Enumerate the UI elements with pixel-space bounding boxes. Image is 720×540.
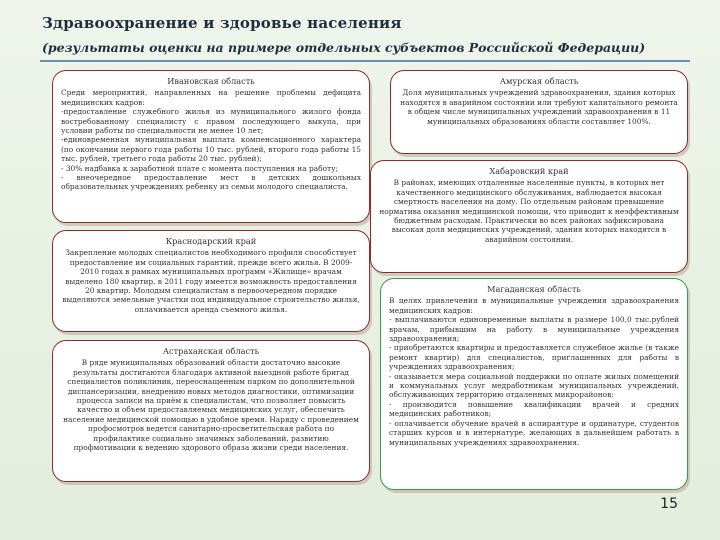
krasnodar-text: Закрепление молодых специалистов необходимого профиля способствует предоставление им социальных гарантий, прежде всего жилья. В 2009-2010 годах в рамках муниципальных программ «Жилище» врачам выделено 180 квартир, в 2011 году имеется возможность предоставления 20 квартир. Молодым специалистам в первоочередном порядке выделяются земельные участки под индивидуальное строительство жилья, оплачивается аренда съемного жилья. <box>62 248 360 314</box>
amur-title: Амурская область <box>499 76 579 86</box>
page-title: Здравоохранение и здоровье населения <box>42 14 402 32</box>
astrakhan-text: В ряде муниципальных образований области достаточно высокие результаты достигаются благодаря активной выездной работе бригад специалистов поликлиник, переоснащенным парком по дополнительной диспансеризации, внедрению новых методов диагностики, оптимизации процесса записи на приём к специалистам, что позволяет повысить качество и объем предоставляемых медицинских услуг, обеспечить население медицинской помощью в удобное время. Наряду с проведением профосмотров ведется санитарно-просветительская работа по профилактике социально значимых заболеваний, развитию профмотивации к ведению здорового образа жизни среди населения. <box>63 358 359 453</box>
astrakhan-box <box>52 340 370 482</box>
khabarovsk-text: В районах, имеющих отдаленные населенные пункты, в которых нет качественного медицинского обслуживания, наблюдается высокая смертность населения на дому. По отдельным районам превышение норматива оказания медицинской помощи, что приводит к неэффективным бюджетным расходам. Практически во всех районах зафиксирована высокая доля медицинских учреждений, здания которых находятся в аварийном состоянии. <box>379 178 679 244</box>
krasnodar-box <box>52 230 370 332</box>
krasnodar-title: Краснодарский край <box>165 236 257 246</box>
astrakhan-title: Астраханская область <box>162 346 260 356</box>
magadan-title: Магаданская область <box>487 284 581 294</box>
ivanovo-title: Ивановская область <box>167 76 255 86</box>
magadan-box <box>380 278 688 490</box>
title-underline <box>40 60 690 62</box>
khabarovsk-box <box>370 160 688 273</box>
page-subtitle: (результаты оценки на примере отдельных субъектов Российской Федерации) <box>42 40 646 55</box>
ivanovo-box <box>52 70 370 223</box>
magadan-text: В целях привлечения в муниципальные учреждения здравоохранения медицинских кадров: - выплачиваются единовременные выплаты в размере 100,0 тыс.рублей врачам, прибывшим на работу в муниципальные учреждения здравоохранения; - приобретаются квартиры и предоставляется служебное жилье (в также ремонт квартир) для специалистов, приглашенных для работы в учреждениях здравоохранения; - оказывается мера социальной поддержки по оплате жилых помещений и коммунальных услуг медработникам муниципальных учреждений, обслуживающих территорию отдаленных микрорайонов; - производится повышение квалификации врачей и средних медицинских работников; - оплачивается обучение врачей в аспирантуре и ординатуре, студентов старших курсов и в интернатуре, желающих в дальнейшем работать в муниципальных учреждениях здравоохранения. <box>389 296 679 447</box>
page-number: 15 <box>660 496 678 512</box>
ivanovo-text: Среди мероприятий, направленных на решение проблемы дефицита медицинских кадров: -предоставление служебного жилья из муниципального жилого фонда востребованному специалисту с правом последующего выкупа, при условии работы по специальности не менее 10 лет; -единовременная муниципальная выплата компенсационного характера (по окончании первого года работы 10 тыс. рублей, второго года работы 15 тыс. рублей, третьего года работы 20 тыс. рублей); - 30% надбавка к заработной плате с момента поступления на работу; - внеочередное предоставление мест в детских дошкольных образовательных учреждениях ребенку из семьи молодого специалиста. <box>61 88 361 192</box>
amur-text: Доля муниципальных учреждений здравоохранения, здания которых находятся в аварийном состоянии или требуют капитального ремонта в общем числе муниципальных учреждений здравоохранения в 11 муниципальных образованиях области составляет 100%. <box>400 88 678 126</box>
khabarovsk-title: Хабаровский край <box>489 166 569 176</box>
amur-box <box>390 70 688 154</box>
